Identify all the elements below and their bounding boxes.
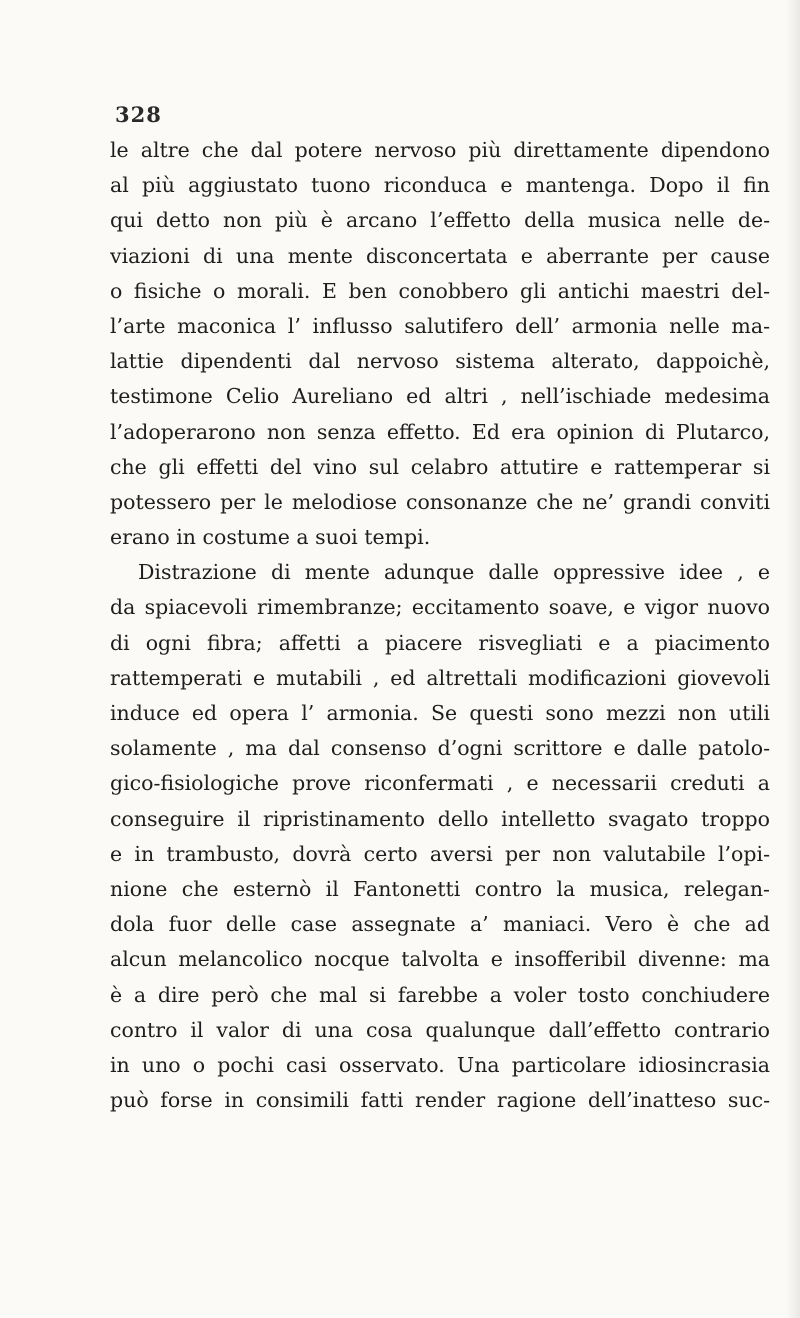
page-number: 328 — [115, 102, 162, 127]
text-line: viazioni di una mente disconcertata e aberrante per cause — [110, 243, 770, 268]
text-line: o fisiche o morali. E ben conobbero gli antichi maestri del- — [110, 278, 770, 303]
text-line: che gli effetti del vino sul celabro attutire e rattemperar si — [110, 454, 770, 479]
text-line: gico-fisiologiche prove riconfermati , e necessarii creduti a — [110, 771, 770, 796]
text-line: alcun melancolico nocque talvolta e insofferibil divenne: ma — [110, 947, 770, 972]
text-line: può forse in consimili fatti render ragione dell’inatteso suc- — [110, 1088, 770, 1113]
text-line: al più aggiustato tuono riconduca e mantenga. Dopo il fin — [110, 173, 770, 198]
text-line: è a dire però che mal si farebbe a voler tosto conchiudere — [110, 982, 770, 1007]
text-line: lattie dipendenti dal nervoso sistema alterato, dappoichè, — [110, 349, 770, 374]
text-line: erano in costume a suoi tempi. — [110, 525, 431, 550]
text-line: testimone Celio Aureliano ed altri , nell’ischiade medesima — [110, 384, 770, 409]
text-line: rattemperati e mutabili , ed altrettali modificazioni giovevoli — [110, 665, 770, 690]
text-line: dola fuor delle case assegnate a’ maniaci. Vero è che ad — [110, 912, 770, 937]
text-line: di ogni fibra; affetti a piacere risvegliati e a piacimento — [110, 630, 770, 655]
text-line: da spiacevoli rimembranze; eccitamento soave, e vigor nuovo — [110, 595, 770, 620]
text-line: l’adoperarono non senza effetto. Ed era opinion di Plutarco, — [110, 419, 770, 444]
text-line: conseguire il ripristinamento dello intelletto svagato troppo — [110, 806, 770, 831]
text-line: solamente , ma dal consenso d’ogni scrittore e dalle patolo- — [110, 736, 770, 761]
text-line: qui detto non più è arcano l’effetto della musica nelle de- — [110, 208, 770, 233]
page-edge-shadow — [786, 0, 800, 1318]
text-line: le altre che dal potere nervoso più direttamente dipendono — [110, 138, 770, 162]
text-line: contro il valor di una cosa qualunque dall’effetto contrario — [110, 1017, 770, 1042]
text-line: potessero per le melodiose consonanze che ne’ grandi conviti — [110, 489, 770, 514]
text-line: nione che esternò il Fantonetti contro la musica, relegan- — [110, 876, 770, 901]
text-line: induce ed opera l’ armonia. Se questi sono mezzi non utili — [110, 701, 770, 725]
text-line: l’arte maconica l’ influsso salutifero dell’ armonia nelle ma- — [110, 313, 770, 338]
text-line: Distrazione di mente adunque dalle oppressive idee , e — [138, 560, 770, 585]
text-line: e in trambusto, dovrà certo aversi per non valutabile l’opi- — [110, 841, 770, 866]
body-text — [110, 133, 770, 1118]
text-line: in uno o pochi casi osservato. Una particolare idiosincrasia — [110, 1052, 770, 1077]
